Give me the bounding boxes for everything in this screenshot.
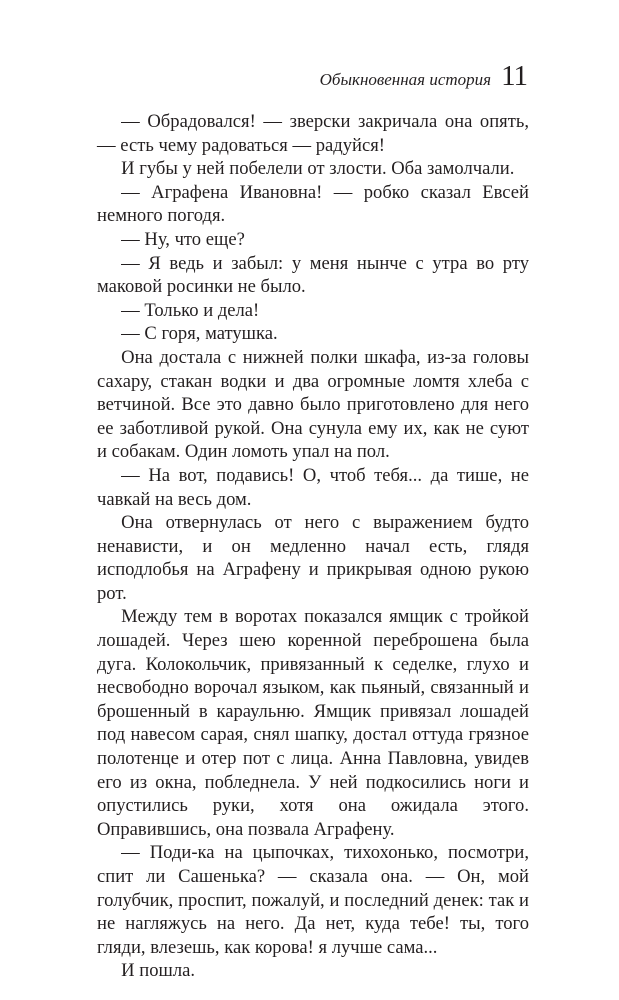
paragraph: — С горя, матушка.	[121, 323, 278, 345]
paragraph: — Я ведь и забыл: у меня нынче с утра во рту маковой росинки не было.	[97, 252, 529, 298]
paragraph: — Только и дела!	[121, 299, 260, 321]
body-text	[97, 110, 529, 983]
page-number: 11	[501, 60, 527, 92]
running-header	[320, 60, 527, 93]
paragraph: И пошла.	[121, 960, 195, 982]
paragraph: — Обрадовался! — зверски закричала она опять, — есть чему радоваться — радуйся!	[97, 111, 529, 156]
paragraph: Она отвернулась от него с выражением будто ненависти, и он медленно начал есть, глядя исподлобья на Аграфену и прикрывая одною рукою рот.	[97, 512, 529, 604]
paragraph: — Поди-ка на цыпочках, тихохонько, посмотри, спит ли Сашенька? — сказала она. — Он, мой голубчик, проспит, пожалуй, и последний денек: так и не нагляжусь на него. Да нет, куда тебе! ты, того гляди, влезешь, как корова! я лучше сама...	[97, 842, 529, 958]
paragraph: — На вот, подавись! О, чтоб тебя... да тише, не чавкай на весь дом.	[97, 464, 529, 510]
paragraph: И губы у ней побелели от злости. Оба замолчали.	[121, 158, 515, 180]
paragraph: — Аграфена Ивановна! — робко сказал Евсей немного погодя.	[97, 181, 529, 227]
paragraph: — Ну, что еще?	[121, 228, 245, 250]
paragraph: Между тем в воротах показался ямщик с тройкой лошадей. Через шею коренной переброшена была дуга. Колокольчик, привязанный к седелке, глухо и несвободно ворочал языком, как пьяный, связанный и брошенный в караульню. Ямщик привязал лошадей под навесом сарая, снял шапку, достал оттуда грязное полотенце и отер пот с лица. Анна Павловна, увидев его из окна, побледнела. У ней подкосились ноги и опустились руки, хотя она ожидала этого. Оправившись, она позвала Аграфену.	[97, 606, 529, 840]
running-title: Обыкновенная история	[319, 70, 492, 89]
paragraph: Она достала с нижней полки шкафа, из-за головы сахару, стакан водки и два огромные ломтя хлеба с ветчиной. Все это давно было приготовлено для него ее заботливой рукой. Она сунула ему их, как не суют и собакам. Один ломоть упал на пол.	[97, 346, 529, 463]
